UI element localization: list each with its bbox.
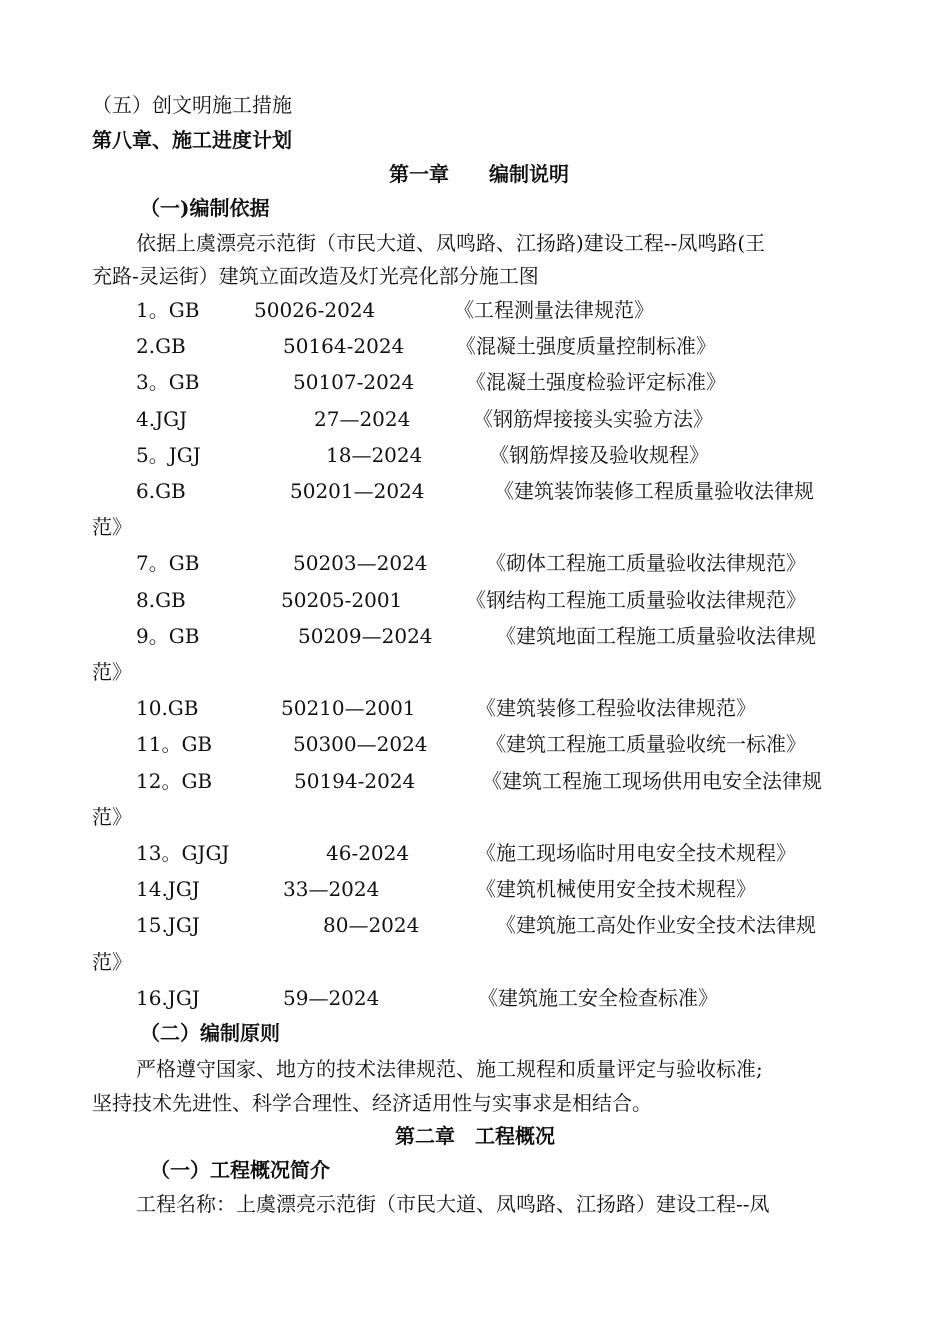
standard-number: 7。GB xyxy=(136,551,200,576)
basis-intro-line-2: 充路-灵运街）建筑立面改造及灯光亮化部分施工图 xyxy=(92,264,539,288)
standard-title-continuation: 范》 xyxy=(92,660,132,684)
standard-title: 《建筑施工安全检查标准》 xyxy=(478,985,718,1010)
standard-number: 8.GB xyxy=(136,587,186,612)
standard-row xyxy=(136,441,870,469)
standard-title: 《工程测量法律规范》 xyxy=(454,298,654,322)
standard-title: 《钢筋焊接接头实验方法》 xyxy=(473,406,713,431)
principle-heading: （二）编制原则 xyxy=(140,1021,280,1045)
standard-code: 50194-2024 xyxy=(294,768,416,793)
standard-code: 50300—2024 xyxy=(293,732,428,757)
standard-title: 《建筑工程施工现场供用电安全法律规 xyxy=(482,768,822,793)
standard-number: 5。JGJ xyxy=(136,442,201,467)
standard-number: 16.JGJ xyxy=(136,985,200,1010)
standard-row xyxy=(136,368,870,396)
standard-number: 1。GB xyxy=(136,298,200,322)
standard-title: 《钢筋焊接及验收规程》 xyxy=(489,442,709,467)
standard-row xyxy=(136,694,870,722)
standard-row xyxy=(136,586,870,614)
basis-heading: （一)编制依据 xyxy=(140,196,270,220)
standard-code: 50210—2001 xyxy=(281,696,416,721)
principle-line-1: 严格遵守国家、地方的技术法律规范、施工规程和质量评定与验收标准; xyxy=(136,1057,763,1081)
standard-title: 《建筑装修工程验收法律规范》 xyxy=(476,696,756,721)
principle-line-2: 坚持技术先进性、科学合理性、经济适用性与实事求是相结合。 xyxy=(92,1091,652,1115)
standard-row xyxy=(136,477,870,505)
standard-number: 11。GB xyxy=(136,732,213,757)
standard-code: 50201—2024 xyxy=(290,479,425,503)
standard-title: 《建筑工程施工质量验收统一标准》 xyxy=(486,732,806,757)
standard-code: 27—2024 xyxy=(314,406,411,431)
standard-row xyxy=(136,332,870,360)
standard-row xyxy=(136,984,870,1012)
standard-title: 《建筑施工高处作业安全技术法律规 xyxy=(496,913,816,938)
toc-item-5: （五）创文明施工措施 xyxy=(92,93,292,117)
toc-chapter-8: 第八章、施工进度计划 xyxy=(92,128,292,152)
standard-title: 《混凝土强度检验评定标准》 xyxy=(466,370,726,395)
standard-row xyxy=(136,911,870,939)
standard-row xyxy=(136,730,870,758)
overview-heading: （一）工程概况简介 xyxy=(150,1158,330,1182)
standard-code: 59—2024 xyxy=(283,985,380,1010)
standard-row xyxy=(136,296,870,324)
basis-intro-line-1: 依据上虞漂亮示范街（市民大道、凤鸣路、江扬路)建设工程--凤鸣路(王 xyxy=(136,231,766,255)
standard-title: 《建筑装饰装修工程质量验收法律规 xyxy=(494,479,814,503)
standard-number: 4.JGJ xyxy=(136,406,188,431)
standard-title: 《施工现场临时用电安全技术规程》 xyxy=(476,841,796,865)
standard-number: 3。GB xyxy=(136,370,200,395)
standard-code: 80—2024 xyxy=(323,913,420,938)
standard-code: 33—2024 xyxy=(283,877,380,902)
standard-number: 6.GB xyxy=(136,479,186,503)
standard-number: 12。GB xyxy=(136,768,213,793)
standard-code: 50164-2024 xyxy=(283,334,405,359)
standard-row xyxy=(136,875,870,903)
standard-number: 2.GB xyxy=(136,334,186,359)
standard-title-continuation: 范》 xyxy=(92,804,132,829)
standard-number: 9。GB xyxy=(136,623,200,648)
standard-code: 50205-2001 xyxy=(281,587,403,612)
standard-number: 14.JGJ xyxy=(136,877,200,902)
standard-number: 15.JGJ xyxy=(136,913,200,938)
standard-code: 18—2024 xyxy=(326,442,423,467)
standard-code: 50203—2024 xyxy=(293,551,428,576)
standard-title: 《建筑机械使用安全技术规程》 xyxy=(476,877,756,902)
standard-number: 10.GB xyxy=(136,696,199,721)
project-name: 工程名称：上虞漂亮示范街（市民大道、凤鸣路、江扬路）建设工程--凤 xyxy=(136,1192,770,1216)
standard-title: 《砌体工程施工质量验收法律规范》 xyxy=(486,551,806,576)
standard-row xyxy=(136,549,870,577)
standard-code: 50026-2024 xyxy=(254,298,376,322)
chapter-1-title: 第一章 编制说明 xyxy=(389,162,569,186)
standard-title: 《钢结构工程施工质量验收法律规范》 xyxy=(466,587,806,612)
standard-row xyxy=(136,839,870,867)
standard-code: 50209—2024 xyxy=(298,623,433,648)
standard-number: 13。GJGJ xyxy=(136,841,230,865)
chapter-2-title: 第二章 工程概况 xyxy=(395,1124,555,1148)
standard-row xyxy=(136,405,870,433)
standard-title-continuation: 范》 xyxy=(92,515,132,540)
standard-code: 50107-2024 xyxy=(293,370,415,395)
standard-row xyxy=(136,767,870,795)
standard-title: 《混凝土强度质量控制标准》 xyxy=(456,334,716,359)
standard-title: 《建筑地面工程施工质量验收法律规 xyxy=(496,623,816,648)
standard-title-continuation: 范》 xyxy=(92,949,132,974)
standard-code: 46-2024 xyxy=(326,841,410,865)
standard-row xyxy=(136,622,870,650)
